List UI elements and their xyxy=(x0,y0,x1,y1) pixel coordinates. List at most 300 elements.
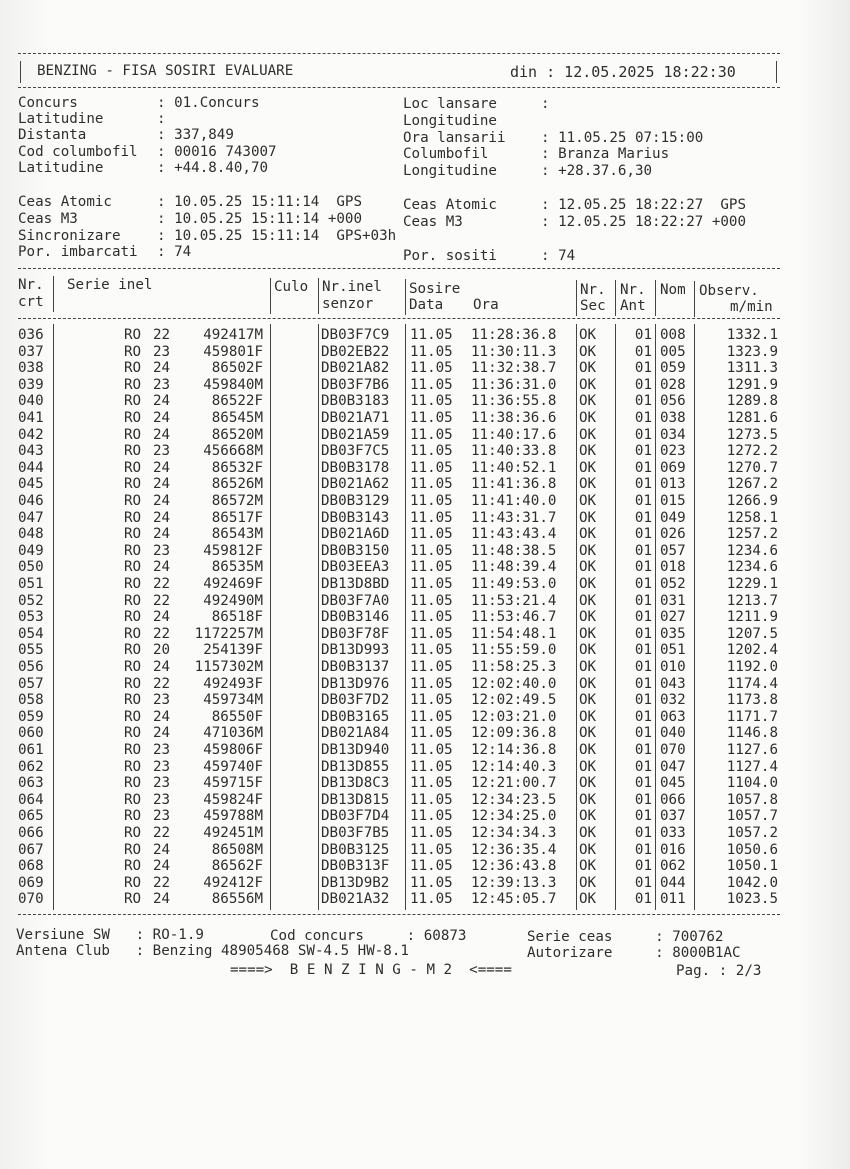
table-row xyxy=(0,559,850,576)
cell-speed: 1057.7 xyxy=(726,808,778,825)
cell-speed: 1207.5 xyxy=(726,625,778,642)
cell-sec: OK xyxy=(579,376,597,393)
cell-sec: OK xyxy=(579,476,597,493)
cell-ant: 01 xyxy=(634,360,652,377)
cell-country: RO xyxy=(124,526,142,543)
cell-ora: 11:32:38.7 xyxy=(471,360,557,377)
info-label: Latitudine xyxy=(18,111,104,127)
cell-data: 11.05 xyxy=(410,592,453,609)
cell-ring: 86517F xyxy=(211,509,263,526)
cell-sec: OK xyxy=(579,742,597,758)
clock-value: : 10.05.25 15:11:14 GPS xyxy=(157,194,362,210)
cell-ora: 12:36:43.8 xyxy=(471,858,557,875)
cell-senzor: DB03F7B6 xyxy=(321,376,390,393)
cell-senzor: DB021A84 xyxy=(321,725,390,742)
cell-speed: 1173.8 xyxy=(726,692,778,709)
cell-nom: 034 xyxy=(660,426,686,443)
cell-year: 23 xyxy=(153,376,171,393)
cell-year: 23 xyxy=(153,542,171,559)
cell-year: 24 xyxy=(153,708,171,725)
cell-sec: OK xyxy=(579,443,597,460)
col-header-ant: Ant xyxy=(620,298,646,314)
cell-sec: OK xyxy=(579,758,597,775)
clock-value: : 12.05.25 18:22:27 GPS xyxy=(541,197,746,213)
cell-ant: 01 xyxy=(634,426,652,443)
cell-senzor: DB13D9B2 xyxy=(321,874,390,891)
top-rule xyxy=(18,53,780,54)
cell-ring: 459824F xyxy=(203,791,263,808)
cell-nom: 035 xyxy=(660,625,686,642)
cell-country: RO xyxy=(124,675,142,692)
cell-data: 11.05 xyxy=(410,609,453,626)
cell-sec: OK xyxy=(579,858,597,875)
cell-speed: 1127.4 xyxy=(726,758,778,775)
col-header-nrsec: Nr. xyxy=(580,282,606,298)
cell-nr: 047 xyxy=(18,509,44,526)
cell-senzor: DB03F7D4 xyxy=(321,808,390,825)
cell-speed: 1266.9 xyxy=(726,493,778,509)
cell-ora: 11:36:55.8 xyxy=(471,393,557,410)
clock-label: Ceas Atomic xyxy=(18,194,112,210)
clock-value: : 10.05.25 15:11:14 +000 xyxy=(157,211,362,227)
clock-value: : 10.05.25 15:11:14 GPS+03h xyxy=(157,228,397,244)
cell-sec: OK xyxy=(579,625,597,642)
cell-senzor: DB021A32 xyxy=(321,891,390,908)
cell-nom: 056 xyxy=(660,393,686,410)
cell-country: RO xyxy=(124,376,142,393)
footer-version: Versiune SW : RO-1.9 xyxy=(16,927,204,943)
cell-sec: OK xyxy=(579,775,597,792)
cell-ant: 01 xyxy=(634,808,652,825)
cell-ant: 01 xyxy=(634,692,652,709)
cell-senzor: DB13D8C3 xyxy=(321,775,390,792)
cell-speed: 1332.1 xyxy=(726,327,778,343)
col-header-ora: Ora xyxy=(473,297,499,313)
cell-nr: 070 xyxy=(18,891,44,908)
cell-nom: 008 xyxy=(660,327,686,343)
cell-speed: 1174.4 xyxy=(726,675,778,692)
table-row xyxy=(0,709,850,726)
cell-senzor: DB13D855 xyxy=(321,758,390,775)
cell-nr: 065 xyxy=(18,808,44,825)
cell-ora: 12:14:36.8 xyxy=(471,742,557,758)
cell-nom: 037 xyxy=(660,808,686,825)
cell-speed: 1257.2 xyxy=(726,526,778,543)
cell-sec: OK xyxy=(579,410,597,426)
table-row xyxy=(0,460,850,477)
table-row xyxy=(0,609,850,626)
cell-ora: 11:58:25.3 xyxy=(471,659,557,675)
table-row xyxy=(0,526,850,543)
cell-ring: 86522F xyxy=(211,393,263,410)
cell-year: 23 xyxy=(153,692,171,709)
table-row xyxy=(0,742,850,759)
cell-nr: 055 xyxy=(18,642,44,659)
cell-nom: 049 xyxy=(660,509,686,526)
cell-nom: 033 xyxy=(660,825,686,841)
footer-autorizare: Autorizare : 8000B1AC xyxy=(527,945,741,961)
cell-nr: 050 xyxy=(18,559,44,576)
info-label: Ora lansarii xyxy=(403,130,506,146)
cell-country: RO xyxy=(124,609,142,626)
cell-speed: 1323.9 xyxy=(726,343,778,360)
cell-nom: 062 xyxy=(660,858,686,875)
col-sep xyxy=(405,279,406,315)
cell-nr: 036 xyxy=(18,327,44,343)
cell-nom: 069 xyxy=(660,459,686,476)
cell-senzor: DB0B3165 xyxy=(321,708,390,725)
cell-ring: 492417M xyxy=(203,327,263,343)
cell-year: 24 xyxy=(153,459,171,476)
table-row xyxy=(0,642,850,659)
cell-speed: 1234.6 xyxy=(726,542,778,559)
info-label: Concurs xyxy=(18,95,78,111)
cell-ora: 12:39:13.3 xyxy=(471,874,557,891)
cell-sec: OK xyxy=(579,659,597,675)
cell-year: 23 xyxy=(153,791,171,808)
cell-ant: 01 xyxy=(634,476,652,493)
cell-nr: 063 xyxy=(18,775,44,792)
cell-senzor: DB03EEA3 xyxy=(321,559,390,576)
table-row xyxy=(0,792,850,809)
cell-nr: 064 xyxy=(18,791,44,808)
cell-nom: 023 xyxy=(660,443,686,460)
cell-speed: 1171.7 xyxy=(726,708,778,725)
cell-speed: 1192.0 xyxy=(726,659,778,675)
cell-speed: 1270.7 xyxy=(726,459,778,476)
cell-ant: 01 xyxy=(634,493,652,509)
col-header-data: Data xyxy=(409,297,444,313)
cell-ring: 492412F xyxy=(203,874,263,891)
cell-nom: 027 xyxy=(660,609,686,626)
cell-ring: 86502F xyxy=(211,360,263,377)
cell-nr: 049 xyxy=(18,542,44,559)
cell-ring: 86526M xyxy=(211,476,263,493)
cell-speed: 1291.9 xyxy=(726,376,778,393)
cell-nr: 040 xyxy=(18,393,44,410)
cell-data: 11.05 xyxy=(410,509,453,526)
cell-sec: OK xyxy=(579,327,597,343)
cell-nr: 041 xyxy=(18,410,44,426)
clock-label: Ceas M3 xyxy=(18,211,78,227)
cell-year: 24 xyxy=(153,526,171,543)
col-sep xyxy=(270,278,271,314)
col-header-crt: crt xyxy=(18,294,44,310)
cell-nr: 038 xyxy=(18,360,44,377)
cell-ring: 459734M xyxy=(203,692,263,709)
cell-nom: 043 xyxy=(660,675,686,692)
cell-nr: 054 xyxy=(18,625,44,642)
cell-country: RO xyxy=(124,791,142,808)
info-value: : 01.Concurs xyxy=(157,95,260,111)
col-header-senzor: senzor xyxy=(322,296,374,312)
cell-nr: 060 xyxy=(18,725,44,742)
cell-year: 22 xyxy=(153,625,171,642)
table-bottom-rule xyxy=(18,914,780,915)
cell-year: 24 xyxy=(153,410,171,426)
cell-nr: 048 xyxy=(18,526,44,543)
cell-ora: 11:48:39.4 xyxy=(471,559,557,576)
cell-ant: 01 xyxy=(634,874,652,891)
cell-data: 11.05 xyxy=(410,874,453,891)
cell-ora: 12:34:23.5 xyxy=(471,791,557,808)
cell-data: 11.05 xyxy=(410,891,453,908)
cell-ant: 01 xyxy=(634,758,652,775)
cell-ora: 11:30:11.3 xyxy=(471,343,557,360)
clock-value: : 74 xyxy=(157,244,192,260)
info-label: Distanta xyxy=(18,127,87,143)
cell-year: 24 xyxy=(153,858,171,875)
cell-senzor: DB0B3183 xyxy=(321,393,390,410)
clock-label: Por. sositi xyxy=(403,248,497,264)
cell-ring: 86556M xyxy=(211,891,263,908)
cell-ora: 12:21:00.7 xyxy=(471,775,557,792)
cell-ant: 01 xyxy=(634,675,652,692)
cell-senzor: DB021A59 xyxy=(321,426,390,443)
cell-sec: OK xyxy=(579,360,597,377)
cell-ant: 01 xyxy=(634,393,652,410)
cell-speed: 1267.2 xyxy=(726,476,778,493)
info-value: : +28.37.6,30 xyxy=(541,163,653,179)
footer-brand: ====> B E N Z I N G - M 2 <==== xyxy=(230,962,512,978)
cell-senzor: DB0B3143 xyxy=(321,509,390,526)
col-header-nom: Nom xyxy=(660,282,686,298)
cell-sec: OK xyxy=(579,592,597,609)
cell-data: 11.05 xyxy=(410,725,453,742)
cell-year: 22 xyxy=(153,327,171,343)
cell-year: 24 xyxy=(153,426,171,443)
col-sep xyxy=(576,280,577,316)
cell-senzor: DB0B3125 xyxy=(321,841,390,858)
cell-ring: 86550F xyxy=(211,708,263,725)
cell-data: 11.05 xyxy=(410,659,453,675)
cell-sec: OK xyxy=(579,493,597,509)
cell-data: 11.05 xyxy=(410,559,453,576)
cell-nr: 051 xyxy=(18,576,44,592)
cell-senzor: DB13D940 xyxy=(321,742,390,758)
cell-ant: 01 xyxy=(634,509,652,526)
col-sep xyxy=(655,280,656,316)
cell-country: RO xyxy=(124,841,142,858)
cell-ora: 11:43:43.4 xyxy=(471,526,557,543)
clock-value: : 74 xyxy=(541,248,576,264)
table-row xyxy=(0,476,850,493)
cell-nom: 028 xyxy=(660,376,686,393)
cell-sec: OK xyxy=(579,542,597,559)
cell-country: RO xyxy=(124,493,142,509)
cell-country: RO xyxy=(124,509,142,526)
cell-ant: 01 xyxy=(634,625,652,642)
table-row xyxy=(0,393,850,410)
cell-country: RO xyxy=(124,808,142,825)
cell-ora: 11:43:31.7 xyxy=(471,509,557,526)
table-row xyxy=(0,344,850,361)
cell-data: 11.05 xyxy=(410,393,453,410)
cell-data: 11.05 xyxy=(410,841,453,858)
cell-ant: 01 xyxy=(634,592,652,609)
cell-year: 22 xyxy=(153,874,171,891)
cell-data: 11.05 xyxy=(410,542,453,559)
cell-year: 23 xyxy=(153,775,171,792)
cell-year: 24 xyxy=(153,393,171,410)
cell-sec: OK xyxy=(579,393,597,410)
cell-country: RO xyxy=(124,343,142,360)
cell-speed: 1258.1 xyxy=(726,509,778,526)
cell-ring: 459801F xyxy=(203,343,263,360)
cell-ring: 86562F xyxy=(211,858,263,875)
info-value: : xyxy=(541,96,550,112)
cell-nom: 045 xyxy=(660,775,686,792)
page-number: Pag. : 2/3 xyxy=(676,963,762,979)
cell-speed: 1272.2 xyxy=(726,443,778,460)
cell-country: RO xyxy=(124,459,142,476)
table-row xyxy=(0,427,850,444)
cell-senzor: DB021A62 xyxy=(321,476,390,493)
cell-ant: 01 xyxy=(634,576,652,592)
cell-senzor: DB03F7C5 xyxy=(321,443,390,460)
table-row xyxy=(0,543,850,560)
footer-serie-ceas: Serie ceas : 700762 xyxy=(527,929,724,945)
cell-sec: OK xyxy=(579,642,597,659)
cell-ora: 11:54:48.1 xyxy=(471,625,557,642)
cell-nr: 069 xyxy=(18,874,44,891)
cell-ora: 11:40:17.6 xyxy=(471,426,557,443)
table-header-rule xyxy=(18,318,780,319)
report-title: BENZING - FISA SOSIRI EVALUARE xyxy=(37,63,294,79)
table-row xyxy=(0,410,850,427)
cell-nr: 059 xyxy=(18,708,44,725)
cell-country: RO xyxy=(124,360,142,377)
table-row xyxy=(0,808,850,825)
col-header-nrinel: Nr.inel xyxy=(322,279,382,295)
cell-ant: 01 xyxy=(634,775,652,792)
clock-label: Por. imbarcati xyxy=(18,244,138,260)
table-row xyxy=(0,858,850,875)
cell-country: RO xyxy=(124,708,142,725)
cell-ant: 01 xyxy=(634,526,652,543)
cell-senzor: DB02EB22 xyxy=(321,343,390,360)
cell-ant: 01 xyxy=(634,642,652,659)
cell-ant: 01 xyxy=(634,609,652,626)
cell-ring: 86532F xyxy=(211,459,263,476)
cell-nr: 043 xyxy=(18,443,44,460)
col-header-serie: Serie inel xyxy=(67,277,153,293)
cell-nr: 052 xyxy=(18,592,44,609)
table-row xyxy=(0,725,850,742)
cell-nr: 056 xyxy=(18,659,44,675)
col-sep xyxy=(615,280,616,316)
cell-nom: 005 xyxy=(660,343,686,360)
cell-data: 11.05 xyxy=(410,343,453,360)
cell-year: 23 xyxy=(153,742,171,758)
cell-nr: 066 xyxy=(18,825,44,841)
cell-nom: 059 xyxy=(660,360,686,377)
cell-year: 23 xyxy=(153,808,171,825)
cell-speed: 1023.5 xyxy=(726,891,778,908)
cell-ring: 86520M xyxy=(211,426,263,443)
cell-sec: OK xyxy=(579,675,597,692)
cell-senzor: DB0B3178 xyxy=(321,459,390,476)
table-row xyxy=(0,493,850,510)
table-row xyxy=(0,360,850,377)
col-header-nrant: Nr. xyxy=(620,282,646,298)
cell-data: 11.05 xyxy=(410,791,453,808)
info-label: Longitudine xyxy=(403,163,497,179)
cell-nom: 031 xyxy=(660,592,686,609)
cell-ant: 01 xyxy=(634,459,652,476)
cell-ant: 01 xyxy=(634,343,652,360)
cell-sec: OK xyxy=(579,825,597,841)
table-row xyxy=(0,593,850,610)
cell-speed: 1213.7 xyxy=(726,592,778,609)
cell-ant: 01 xyxy=(634,791,652,808)
cell-nom: 051 xyxy=(660,642,686,659)
table-row xyxy=(0,626,850,643)
cell-nr: 067 xyxy=(18,841,44,858)
cell-data: 11.05 xyxy=(410,692,453,709)
cell-senzor: DB03F78F xyxy=(321,625,390,642)
cell-nr: 037 xyxy=(18,343,44,360)
cell-ring: 459812F xyxy=(203,542,263,559)
header-left-border xyxy=(20,61,21,83)
cell-speed: 1050.1 xyxy=(726,858,778,875)
cell-senzor: DB03F7C9 xyxy=(321,327,390,343)
cell-data: 11.05 xyxy=(410,476,453,493)
cell-data: 11.05 xyxy=(410,526,453,543)
cell-senzor: DB03F7A0 xyxy=(321,592,390,609)
cell-nr: 061 xyxy=(18,742,44,758)
cell-speed: 1289.8 xyxy=(726,393,778,410)
cell-ant: 01 xyxy=(634,410,652,426)
cell-year: 24 xyxy=(153,509,171,526)
table-row xyxy=(0,825,850,842)
cell-year: 24 xyxy=(153,841,171,858)
cell-country: RO xyxy=(124,659,142,675)
col-header-mmin: m/min xyxy=(730,299,773,315)
cell-ora: 12:02:49.5 xyxy=(471,692,557,709)
cell-speed: 1146.8 xyxy=(726,725,778,742)
cell-ring: 492469F xyxy=(203,576,263,592)
cell-ring: 86543M xyxy=(211,526,263,543)
table-row xyxy=(0,875,850,892)
info-value: : 00016 743007 xyxy=(157,144,277,160)
cell-ring: 459840M xyxy=(203,376,263,393)
cell-nom: 026 xyxy=(660,526,686,543)
cell-nr: 042 xyxy=(18,426,44,443)
cell-nr: 039 xyxy=(18,376,44,393)
cell-ora: 12:34:25.0 xyxy=(471,808,557,825)
cell-data: 11.05 xyxy=(410,576,453,592)
cell-ora: 11:28:36.8 xyxy=(471,327,557,343)
col-header-observ: Observ. xyxy=(699,283,759,299)
cell-ant: 01 xyxy=(634,825,652,841)
cell-year: 20 xyxy=(153,642,171,659)
cell-country: RO xyxy=(124,825,142,841)
cell-ring: 86535M xyxy=(211,559,263,576)
cell-data: 11.05 xyxy=(410,493,453,509)
cell-ring: 86518F xyxy=(211,609,263,626)
cell-senzor: DB0B3146 xyxy=(321,609,390,626)
cell-senzor: DB021A6D xyxy=(321,526,390,543)
cell-senzor: DB13D993 xyxy=(321,642,390,659)
cell-year: 22 xyxy=(153,825,171,841)
cell-data: 11.05 xyxy=(410,808,453,825)
header-bottom-rule xyxy=(18,87,780,88)
cell-data: 11.05 xyxy=(410,858,453,875)
info-label: Cod columbofil xyxy=(18,144,138,160)
cell-sec: OK xyxy=(579,459,597,476)
cell-nom: 057 xyxy=(660,542,686,559)
